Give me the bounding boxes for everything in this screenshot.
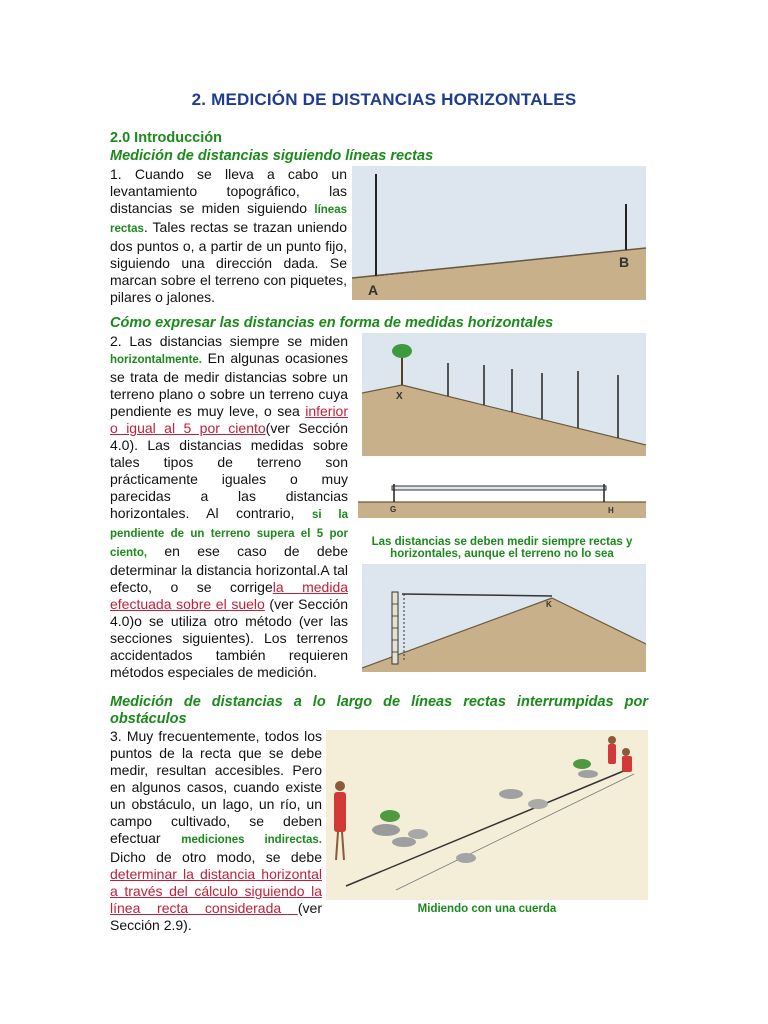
link-determinar-distancia[interactable]: determinar la distancia horizontal a través del cálculo siguiendo la línea recta considerada — [110, 866, 322, 916]
highlight-lineas-rectas: líneas rectas — [110, 204, 347, 235]
point-label-x: X — [396, 391, 403, 402]
subheading-horizontal-measures: Cómo expresar las distancias en forma de medidas horizontales — [110, 315, 554, 331]
point-label-k: K — [546, 600, 552, 609]
paragraph-1: 1. Cuando se lleva a cabo un levantamiento topográfico, las distancias se miden siguiendo líneas rectas. Tales rectas se trazan uniendo dos puntos o, a partir de un punto fijo, siguiendo una dirección dada. Se marcan sobre el terreno con piquetes, pilares o jalones. — [110, 166, 347, 305]
figure-horizontal-tape — [358, 476, 646, 518]
paragraph-3: 3. Muy frecuentemente, todos los puntos de la recta que se debe medir, resultan accesibles. Pero en algunos casos, cuando existe un obstáculo, un lago, un río, un campo cultivado, se deben efectuar mediciones indirectas. Dicho de otro modo, se debe determinar la distancia horizontal a través del cálculo siguiendo la línea recta considerada (ver Sección 2.9). — [110, 728, 322, 933]
highlight-pendiente-supera: si la pendiente de un terreno supera el 5 por ciento, — [110, 509, 348, 559]
figure-caption-horizontal: Las distancias se deben medir siempre rectas y horizontales, aunque el terreno no lo sea — [371, 536, 633, 560]
link-medida-suelo[interactable]: la medida efectuada sobre el suelo — [110, 579, 349, 612]
highlight-mediciones-indirectas: mediciones indirectas. — [181, 834, 322, 846]
figure-caption-cord: Midiendo con una cuerda — [417, 903, 557, 915]
section-heading: 2.0 Introducción — [110, 130, 222, 146]
link-inferior-5-por-ciento[interactable]: inferior o igual al 5 por ciento — [110, 403, 348, 436]
point-label-g: G — [390, 505, 397, 514]
figure-straight-line — [352, 166, 646, 300]
point-label-a: A — [368, 282, 379, 298]
figure-hill-measure — [362, 564, 646, 672]
page-title: 2. MEDICIÓN DE DISTANCIAS HORIZONTALES — [191, 90, 577, 109]
subheading-obstacles: Medición de distancias a lo largo de líneas rectas interrumpidas por obstáculos — [110, 694, 648, 727]
point-label-b: B — [619, 254, 630, 270]
point-label-h: H — [608, 506, 614, 515]
subheading-straight-lines: Medición de distancias siguiendo líneas rectas — [110, 148, 434, 164]
figure-measuring-cord — [326, 730, 648, 900]
highlight-horizontalmente: horizontalmente. — [110, 354, 203, 366]
paragraph-2: 2. Las distancias siempre se miden horizontalmente. En algunas ocasiones se trata de medir distancias sobre un terreno plano o sobre un terreno cuya pendiente es muy leve, o sea inferior o igual al 5 por ciento(ver Sección 4.0). Las distancias medidas sobre tales tipos de terreno son prácticamente iguales o muy parecidas a las distancias horizontales. Al contrario, si la pendiente de un terreno supera el 5 por ciento, en ese caso de debe determinar la distancia horizontal.A tal efecto, o se corrigela medida efectuada sobre el suelo (ver Sección 4.0)o se utiliza otro método (ver las secciones siguientes). Los terrenos accidentados también requieren métodos especiales de medición. — [110, 333, 349, 680]
figure-slope-poles — [362, 333, 646, 456]
